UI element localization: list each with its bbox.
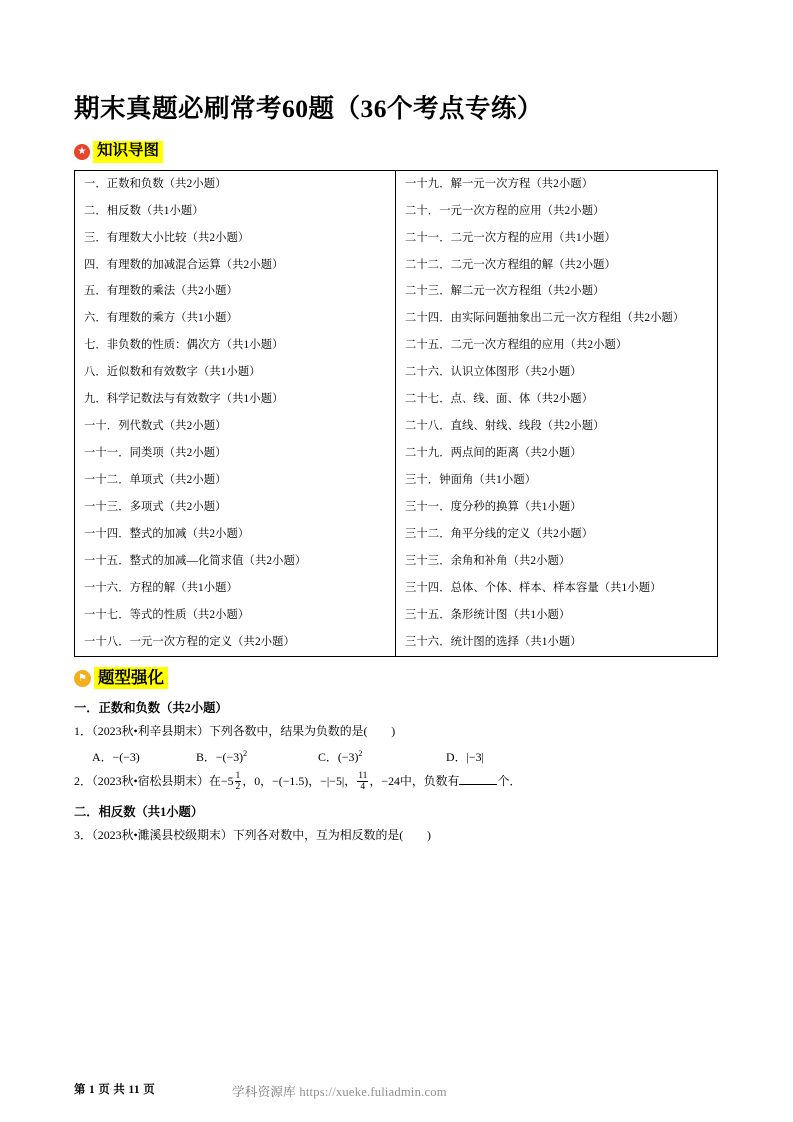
- question-text-b: ，0，: [242, 773, 273, 788]
- fraction-numerator: 1: [235, 769, 241, 781]
- question-number: 1．: [74, 724, 92, 739]
- watermark-url: https://xueke.fuliadmin.com: [299, 1085, 447, 1099]
- list-item[interactable]: 三十五．条形统计图（共1小题）: [405, 608, 571, 621]
- practice-section-header: [74, 667, 720, 690]
- value-1-fraction: [235, 771, 242, 793]
- option-d[interactable]: [446, 748, 526, 765]
- list-item[interactable]: 一十一．同类项（共2小题）: [84, 447, 227, 460]
- question-number: 3．: [74, 827, 92, 842]
- page-title: 期末真题必刷常考60题（36个考点专练）: [74, 94, 544, 123]
- list-item[interactable]: 四．有理数的加减混合运算（共2小题）: [84, 258, 284, 271]
- question-source: （2023秋•利辛县期末）: [91, 724, 209, 739]
- list-item[interactable]: 三十二．角平分线的定义（共2小题）: [405, 527, 594, 540]
- question-text-a: 在: [208, 773, 221, 788]
- list-item[interactable]: 七．非负数的性质：偶次方（共1小题）: [84, 339, 284, 352]
- mindmap-section-header: [74, 141, 720, 163]
- toc-column-right: [396, 171, 717, 656]
- list-item[interactable]: 二十六．认识立体图形（共2小题）: [405, 366, 582, 379]
- option-c-label: C．: [318, 749, 338, 764]
- value-3: −|−5|: [320, 773, 345, 788]
- question-text-e: ，: [369, 773, 382, 788]
- list-item[interactable]: 一十四．整式的加减（共2小题）: [84, 527, 250, 540]
- list-item[interactable]: 一十．列代数式（共2小题）: [84, 420, 227, 433]
- list-item[interactable]: 一十九．解一元一次方程（共2小题）: [405, 177, 594, 190]
- list-item[interactable]: 三十．钟面角（共1小题）: [405, 474, 537, 487]
- question-source: （2023秋•宿松县期末）: [91, 773, 209, 788]
- question-1-options: [92, 748, 720, 765]
- question-source: （2023秋•濉溪县校级期末）: [91, 827, 233, 842]
- question-2: [74, 771, 720, 793]
- value-1-integer: −5: [220, 773, 234, 788]
- list-item[interactable]: 三．有理数大小比较（共2小题）: [84, 231, 250, 244]
- page-number: 第 1 页 共 11 页: [74, 1084, 156, 1096]
- option-c-base: (−3): [337, 749, 359, 764]
- mindmap-section-label: 知识导图: [93, 141, 163, 163]
- list-item[interactable]: 三十三．余角和补角（共2小题）: [405, 554, 571, 567]
- question-text-g: 个．: [497, 773, 522, 788]
- list-item[interactable]: 一十八．一元一次方程的定义（共2小题）: [84, 635, 295, 648]
- list-item[interactable]: 三十四．总体、个体、样本、样本容量（共1小题）: [405, 581, 662, 594]
- topic-heading: 二．相反数（共1小题）: [74, 804, 204, 819]
- list-item[interactable]: 一．正数和负数（共2小题）: [84, 177, 227, 190]
- practice-section-label: 题型强化: [94, 667, 168, 690]
- list-item[interactable]: 一十二．单项式（共2小题）: [84, 474, 227, 487]
- value-4-fraction: [357, 771, 368, 793]
- option-d-label: D．: [446, 749, 467, 764]
- watermark-brand: 学科资源库: [232, 1085, 296, 1099]
- question-text: 下列各对数中，互为相反数的是( ): [232, 827, 431, 842]
- list-item[interactable]: 二十一．二元一次方程的应用（共1小题）: [405, 231, 616, 244]
- option-d-value: |−3|: [466, 749, 484, 764]
- list-item[interactable]: 三十一．度分秒的换算（共1小题）: [405, 500, 582, 513]
- list-item[interactable]: 二十五．二元一次方程组的应用（共2小题）: [405, 339, 628, 352]
- list-item[interactable]: 一十三．多项式（共2小题）: [84, 500, 227, 513]
- question-text-c: ，: [308, 773, 321, 788]
- option-a[interactable]: [92, 748, 196, 765]
- list-item[interactable]: 三十六．统计图的选择（共1小题）: [405, 635, 582, 648]
- option-c[interactable]: [318, 748, 446, 765]
- list-item[interactable]: 一十七．等式的性质（共2小题）: [84, 608, 250, 621]
- toc-column-left: [75, 171, 396, 656]
- list-item[interactable]: 六．有理数的乘方（共1小题）: [84, 312, 238, 325]
- value-2: −(−1.5): [272, 773, 309, 788]
- question-text-d: ，: [344, 773, 357, 788]
- question-text: 下列各数中，结果为负数的是( ): [208, 724, 396, 739]
- option-b[interactable]: [196, 748, 318, 765]
- question-text-f: 中，负数有: [399, 773, 460, 788]
- option-a-value: −(−3): [112, 749, 140, 764]
- watermark: [232, 1081, 447, 1100]
- list-item[interactable]: 二十二．二元一次方程组的解（共2小题）: [405, 258, 616, 271]
- topic-heading: 一．正数和负数（共2小题）: [74, 701, 228, 716]
- list-item[interactable]: 一十六．方程的解（共1小题）: [84, 581, 238, 594]
- flag-icon: ⚑: [74, 670, 91, 687]
- value-5: −24: [381, 773, 400, 788]
- list-item[interactable]: 八．近似数和有效数字（共1小题）: [84, 366, 261, 379]
- list-item[interactable]: 二十．一元一次方程的应用（共2小题）: [405, 204, 605, 217]
- fraction-denominator: 4: [357, 781, 368, 792]
- list-item[interactable]: 二．相反数（共1小题）: [84, 204, 204, 217]
- option-a-label: A．: [92, 749, 113, 764]
- star-icon: ★: [74, 144, 90, 160]
- option-b-exponent: 2: [243, 748, 248, 758]
- list-item[interactable]: 五．有理数的乘法（共2小题）: [84, 285, 238, 298]
- fraction-numerator: 11: [358, 769, 368, 781]
- question-3: [74, 826, 720, 844]
- page-content: [74, 92, 720, 844]
- list-item[interactable]: 二十八．直线、射线、线段（共2小题）: [405, 420, 605, 433]
- option-b-base: −(−3): [215, 749, 244, 764]
- table-of-contents: [74, 170, 718, 657]
- question-number: 2．: [74, 773, 92, 788]
- list-item[interactable]: 二十九．两点间的距离（共2小题）: [405, 447, 582, 460]
- fraction-denominator: 2: [235, 781, 241, 793]
- list-item[interactable]: 二十七．点、线、面、体（共2小题）: [405, 393, 594, 406]
- list-item[interactable]: 二十三．解二元一次方程组（共2小题）: [405, 285, 605, 298]
- list-item[interactable]: 九．科学记数法与有效数字（共1小题）: [84, 393, 284, 406]
- option-b-label: B．: [196, 749, 216, 764]
- option-c-exponent: 2: [358, 748, 363, 758]
- question-1: [74, 722, 720, 740]
- list-item[interactable]: 一十五．整式的加减—化简求值（共2小题）: [84, 554, 307, 567]
- answer-blank[interactable]: [459, 784, 497, 785]
- list-item[interactable]: 二十四．由实际问题抽象出二元一次方程组（共2小题）: [405, 312, 685, 325]
